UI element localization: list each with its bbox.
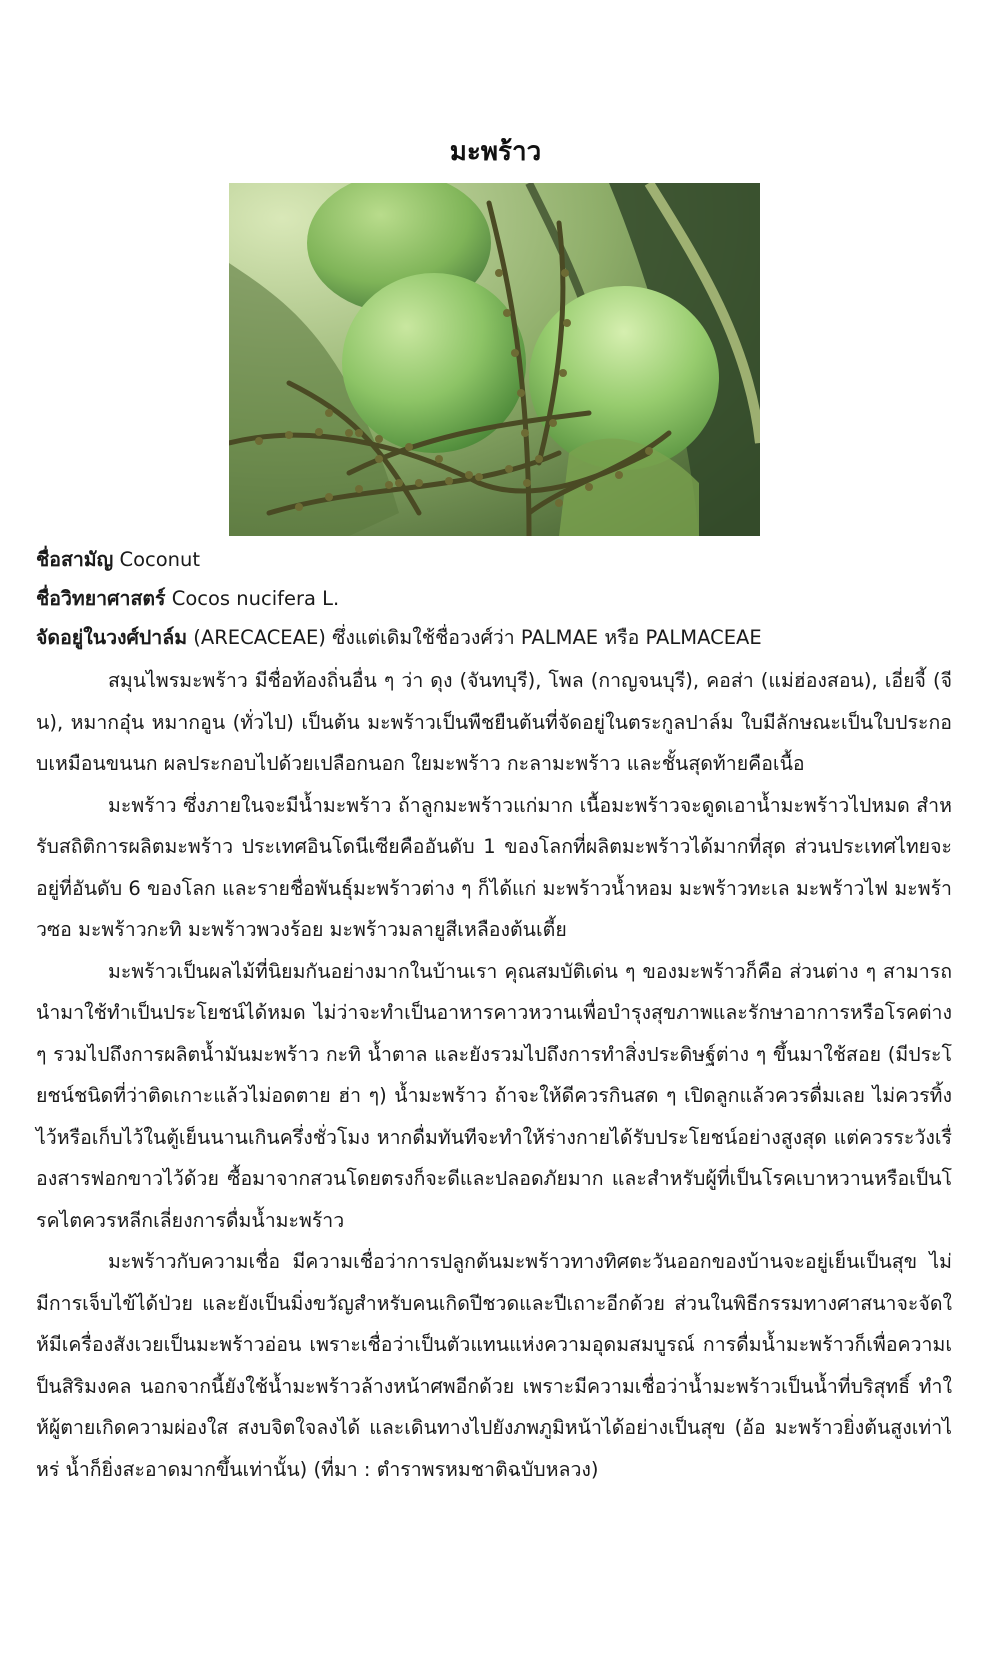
fact-family: [36, 618, 956, 657]
fact-scientific-name: [36, 579, 956, 618]
coconut-photo: [229, 183, 760, 536]
article-body: [36, 660, 952, 1490]
paragraph-beliefs: มะพร้าวกับความเชื่อ มีความเชื่อว่าการปลูกต้นมะพร้าวทางทิศตะวันออกของบ้านจะอยู่เย็นเป็นสุข ไม่มีการเจ็บไข้ได้ป่วย และยังเป็นมิ่งขวัญสำหรับคนเกิดปีชวดและปีเถาะอีกด้วย ส่วนในพิธีกรรมทางศาสนาจะจัดให้มีเครื่องสังเวยเป็นมะพร้าวอ่อน เพราะเชื่อว่าเป็นตัวแทนแห่งความอุดมสมบูรณ์ การดื่มน้ำมะพร้าวก็เพื่อความเป็นสิริมงคล นอกจากนี้ยังใช้น้ำมะพร้าวล้างหน้าศพอีกด้วย เพราะมีความเชื่อว่าน้ำมะพร้าวเป็นน้ำที่บริสุทธิ์ ทำให้ผู้ตายเกิดความผ่องใส สงบจิตใจลงได้ และเดินทางไปยังภพภูมิหน้าได้อย่างเป็นสุข (อ้อ มะพร้าวยิ่งต้นสูงเท่าไหร่ น้ำก็ยิ่งสะอาดมากขึ้นเท่านั้น) (ที่มา : ตำราพรหมชาติฉบับหลวง): [36, 1250, 952, 1481]
fact-label: ชื่อสามัญ: [36, 548, 114, 571]
paragraph-local-names: สมุนไพรมะพร้าว มีชื่อท้องถิ่นอื่น ๆ ว่า ดุง (จันทบุรี), โพล (กาญจนบุรี), คอส่า (แม่ฮ่องสอน), เอี่ยจี้ (จีน), หมากอุ๋น หมากอูน (ทั่วไป) เป็นต้น มะพร้าวเป็นพืชยืนต้นที่จัดอยู่ในตระกูลปาล์ม ใบมีลักษณะเป็นใบประกอบเหมือนขนนก ผลประกอบไปด้วยเปลือกนอก ใยมะพร้าว กะลามะพร้าว และชั้นสุดท้ายคือเนื้อ: [36, 669, 952, 775]
fact-label: จัดอยู่ในวงศ์ปาล์ม: [36, 626, 188, 649]
fact-value: Cocos nucifera L.: [165, 587, 340, 610]
fact-label: ชื่อวิทยาศาสตร์: [36, 587, 166, 610]
facts-block: [36, 540, 956, 657]
paragraph-benefits: มะพร้าวเป็นผลไม้ที่นิยมกันอย่างมากในบ้านเรา คุณสมบัติเด่น ๆ ของมะพร้าวก็คือ ส่วนต่าง ๆ สามารถนำมาใช้ทำเป็นประโยชน์ได้หมด ไม่ว่าจะทำเป็นอาหารคาวหวานเพื่อบำรุงสุขภาพและรักษาอาการหรือโรคต่าง ๆ รวมไปถึงการผลิตน้ำมันมะพร้าว กะทิ น้ำตาล และยังรวมไปถึงการทำสิ่งประดิษฐ์ต่าง ๆ ขึ้นมาใช้สอย (มีประโยชน์ชนิดที่ว่าติดเกาะแล้วไม่อดตาย ฮ่า ๆ) น้ำมะพร้าว ถ้าจะให้ดีควรกินสด ๆ เปิดลูกแล้วควรดื่มเลย ไม่ควรทิ้งไว้หรือเก็บไว้ในตู้เย็นนานเกินครึ่งชั่วโมง หากดื่มทันทีจะทำให้ร่างกายได้รับประโยชน์อย่างสูงสุด แต่ควรระวังเรื่องสารฟอกขาวไว้ด้วย ซื้อมาจากสวนโดยตรงก็จะดีและปลอดภัยมาก และสำหรับผู้ที่เป็นโรคเบาหวานหรือเป็นโรคไตควรหลีกเลี่ยงการดื่มน้ำมะพร้าว: [36, 959, 952, 1232]
page-title: มะพร้าว: [449, 137, 542, 167]
fact-value: Coconut: [113, 548, 201, 571]
fact-common-name: [36, 540, 956, 579]
coconut-illustration: [229, 183, 760, 536]
fact-value: (ARECACEAE) ซึ่งแต่เดิมใช้ชื่อวงศ์ว่า PALMAE หรือ PALMACEAE: [187, 626, 762, 649]
paragraph-production: มะพร้าว ซึ่งภายในจะมีน้ำมะพร้าว ถ้าลูกมะพร้าวแก่มาก เนื้อมะพร้าวจะดูดเอาน้ำมะพร้าวไปหมด สำหรับสถิติการผลิตมะพร้าว ประเทศอินโดนีเซียคืออันดับ 1 ของโลกที่ผลิตมะพร้าวได้มากที่สุด ส่วนประเทศไทยจะอยู่ที่อันดับ 6 ของโลก และรายชื่อพันธุ์มะพร้าวต่าง ๆ ก็ได้แก่ มะพร้าวน้ำหอม มะพร้าวทะเล มะพร้าวไฟ มะพร้าวซอ มะพร้าวกะทิ มะพร้าวพวงร้อย มะพร้าวมลายูสีเหลืองต้นเตี้ย: [36, 793, 952, 941]
